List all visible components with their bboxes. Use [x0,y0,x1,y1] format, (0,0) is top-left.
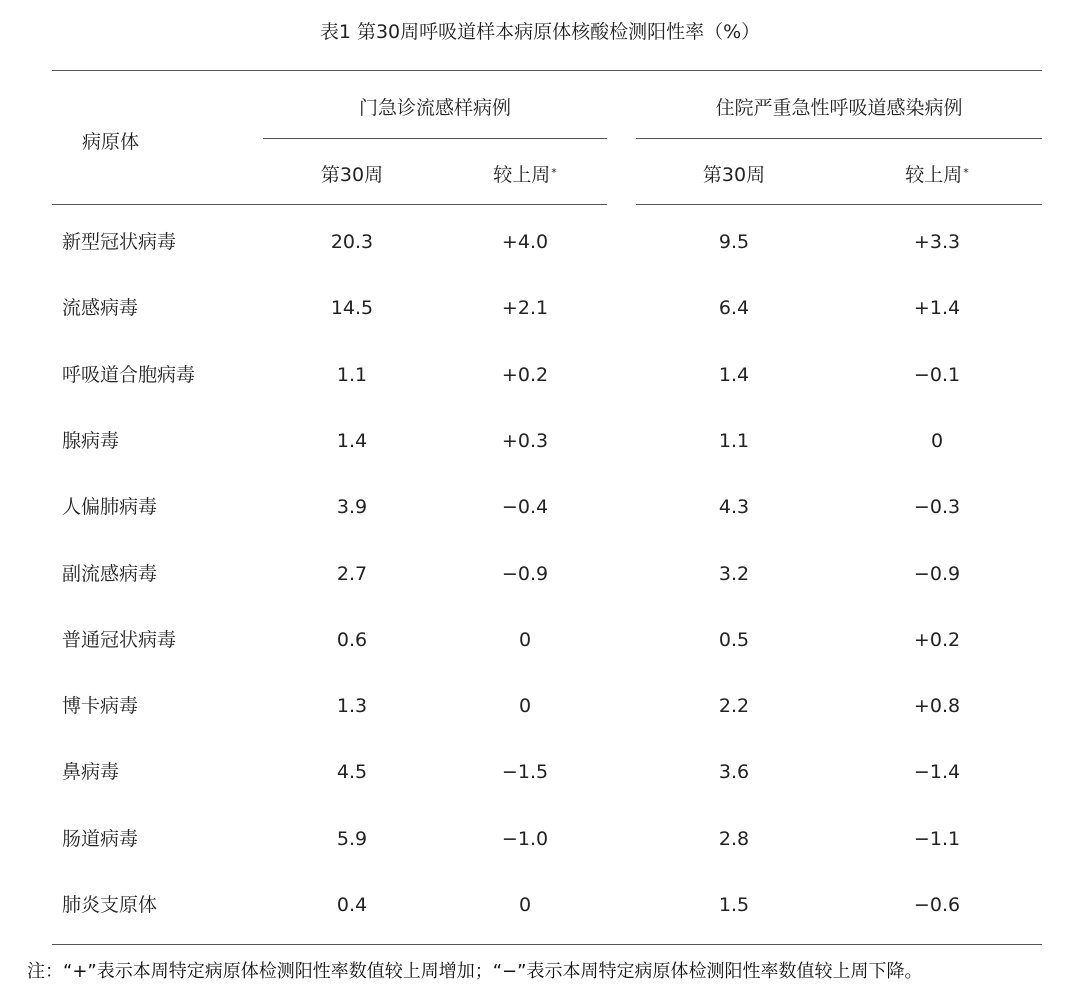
outpatient-group-rule [263,138,607,139]
inpatient-group-rule [636,138,1042,139]
pathogen-name: 呼吸道合胞病毒 [62,364,196,386]
outpatient-week-value: 5.9 [336,828,368,850]
outpatient-change-value: +4.0 [501,231,549,253]
outpatient-week-value: 3.9 [336,496,368,518]
inpatient-week-header: 第30周 [702,164,766,186]
pathogen-column-header: 病原体 [82,131,140,153]
outpatient-week-value: 20.3 [330,231,374,253]
inpatient-week-value: 1.1 [718,430,750,452]
inpatient-week-value: 2.8 [718,828,750,850]
inpatient-change-value: −0.1 [913,364,961,386]
inpatient-change-value: −0.3 [913,496,961,518]
inpatient-change-value: +1.4 [913,297,961,319]
outpatient-change-header-label: 较上周 [493,164,551,186]
pathogen-name: 腺病毒 [62,430,120,452]
outpatient-change-header [493,161,557,189]
inpatient-change-value: +0.2 [913,629,961,651]
inpatient-change-header-label: 较上周 [905,164,963,186]
pathogen-name: 鼻病毒 [62,761,120,783]
inpatient-week-value: 9.5 [718,231,750,253]
inpatient-week-value: 0.5 [718,629,750,651]
outpatient-change-value: 0 [518,695,532,717]
outpatient-change-value: +0.2 [501,364,549,386]
inpatient-change-value: 0 [930,430,944,452]
inpatient-week-value: 1.4 [718,364,750,386]
inpatient-week-value: 6.4 [718,297,750,319]
outpatient-group-header: 门急诊流感样病例 [358,97,512,119]
inpatient-change-value: −1.4 [913,761,961,783]
inpatient-change-value: +0.8 [913,695,961,717]
inpatient-week-value: 4.3 [718,496,750,518]
inpatient-group-header: 住院严重急性呼吸道感染病例 [715,97,963,119]
inpatient-week-value: 1.5 [718,894,750,916]
outpatient-change-star: * [551,166,557,179]
pathogen-name: 肠道病毒 [62,828,139,850]
outpatient-week-value: 14.5 [330,297,374,319]
outpatient-change-value: +2.1 [501,297,549,319]
inpatient-change-value: −1.1 [913,828,961,850]
inpatient-change-value: +3.3 [913,231,961,253]
outpatient-week-value: 0.6 [336,629,368,651]
pathogen-name: 人偏肺病毒 [62,496,158,518]
table-bottom-rule [52,944,1042,945]
outpatient-change-value: +0.3 [501,430,549,452]
inpatient-change-value: −0.9 [913,563,961,585]
outpatient-week-value: 4.5 [336,761,368,783]
table-footnote: 注：“+”表示本周特定病原体检测阳性率数值较上周增加；“−”表示本周特定病原体检测阳性率数值较上周下降。 [27,961,923,982]
inpatient-change-star: * [963,166,969,179]
inpatient-change-header [905,161,969,189]
outpatient-change-value: −0.9 [501,563,549,585]
outpatient-change-value: 0 [518,629,532,651]
pathogen-name: 新型冠状病毒 [62,231,177,253]
outpatient-week-value: 1.4 [336,430,368,452]
header-bottom-rule-left [52,204,607,205]
pathogen-name: 肺炎支原体 [62,894,158,916]
table-top-rule [52,70,1042,71]
pathogen-name: 普通冠状病毒 [62,629,177,651]
pathogen-name: 流感病毒 [62,297,139,319]
outpatient-week-value: 1.3 [336,695,368,717]
inpatient-week-value: 3.2 [718,563,750,585]
table-title: 表1 第30周呼吸道样本病原体核酸检测阳性率（%） [319,21,761,43]
pathogen-name: 副流感病毒 [62,563,158,585]
outpatient-week-value: 0.4 [336,894,368,916]
inpatient-change-value: −0.6 [913,894,961,916]
outpatient-week-value: 1.1 [336,364,368,386]
outpatient-week-header: 第30周 [320,164,384,186]
header-bottom-rule-right [636,204,1042,205]
inpatient-week-value: 2.2 [718,695,750,717]
inpatient-week-value: 3.6 [718,761,750,783]
outpatient-change-value: −1.5 [501,761,549,783]
outpatient-week-value: 2.7 [336,563,368,585]
outpatient-change-value: −1.0 [501,828,549,850]
outpatient-change-value: −0.4 [501,496,549,518]
pathogen-name: 博卡病毒 [62,695,139,717]
outpatient-change-value: 0 [518,894,532,916]
